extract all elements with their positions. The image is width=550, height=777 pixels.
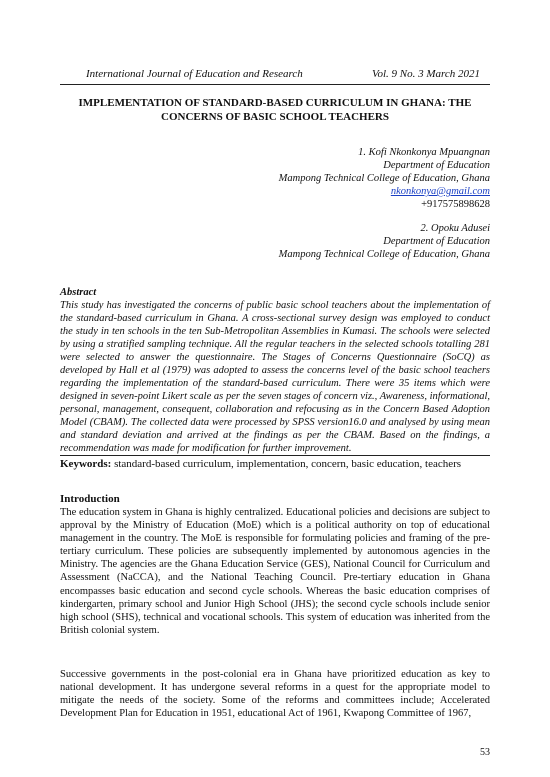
title-line-1: IMPLEMENTATION OF STANDARD-BASED CURRICULUM IN GHANA: THE (78, 97, 472, 109)
introduction-heading: Introduction (60, 493, 120, 505)
author-2-institution: Mampong Technical College of Education, Ghana (278, 249, 490, 260)
abstract-heading: Abstract (60, 287, 97, 298)
author-2-name: 2. Opoku Adusei (420, 223, 490, 234)
author-1 (279, 146, 490, 211)
title-line-2: CONCERNS OF BASIC SCHOOL TEACHERS (161, 111, 389, 123)
introduction-paragraph-1: The education system in Ghana is highly centralized. Educational policies and decisions are subject to approval by the Ministry of Education (MoE) which is a political authority on top of educational management in the country. The MoE is responsible for formulating policies and framing of the pre-tertiary curriculum. These policies are subsequently implemented by autonomous agencies in the Ministry. The agencies are the Ghana Education Service (GES), National Council for Curriculum and Assessment (NaCCA), and the National Teaching Council. Pre-tertiary education in Ghana encompasses basic education and second cycle schools. Whereas the basic education comprises of kindergarten, primary school and Junior High School (JHS); the second cycle schools include senior high school (SHS), technical and vocational schools. This system of education was inherited from the British colonial system. (60, 507, 490, 636)
abstract-divider (60, 455, 490, 456)
author-2-department: Department of Education (383, 236, 490, 247)
introduction-paragraph-2: Successive governments in the post-colonial era in Ghana have prioritized education as key to national development. It has undergone several reforms in a quest for the appropriate model to mitigate the needs of the society. Some of the reforms and committees include; Accelerated Development Plan for Education in 1951, educational Act of 1961, Kwapong Committee of 1967, (60, 669, 490, 720)
paper-title (60, 96, 490, 124)
author-1-department: Department of Education (383, 160, 490, 171)
author-1-email-link[interactable]: nkonkonya@gmail.com (390, 186, 490, 197)
page-number: 53 (480, 747, 490, 758)
header-divider (60, 84, 490, 85)
keywords-line (60, 458, 490, 471)
keywords-list: standard-based curriculum, implementation, concern, basic education, teachers (111, 458, 462, 470)
journal-name: International Journal of Education and Research (86, 68, 303, 80)
author-1-phone: +917575898628 (421, 199, 490, 210)
author-1-institution: Mampong Technical College of Education, Ghana (278, 173, 490, 184)
abstract-body: This study has investigated the concerns of public basic school teachers about the implementation of the standard-based curriculum in Ghana. A cross-sectional survey design was employed to conduct the study in ten schools in the ten Sub-Metropolitan Assemblies in Kumasi. The schools were selected by using a stratified sampling technique. All the regular teachers in the selected schools totalling 281 were selected to answer the questionnaire. The Stages of Concerns Questionnaire (SoCQ) as developed by Hall et al (1979) was adopted to assess the concerns level of the basic school teachers regarding the implementation of the standard-based curriculum. There were 35 items which were designed in seven-point Likert scale as per the seven stages of concern viz., Awareness, informational, personal, management, consequent, collaboration and refocusing as in the Concern Based Adoption Model (CBAM). The collected data were processed by SPSS version16.0 and analysed by using mean and standard deviation and arrived at the findings as per the CBAM. Based on the findings, a recommendation was made for modification for further improvement. (60, 300, 490, 454)
author-1-name: 1. Kofi Nkonkonya Mpuangnan (358, 147, 490, 158)
author-2 (279, 222, 490, 261)
volume-info: Vol. 9 No. 3 March 2021 (371, 68, 480, 80)
keywords-label: Keywords: (60, 458, 112, 470)
